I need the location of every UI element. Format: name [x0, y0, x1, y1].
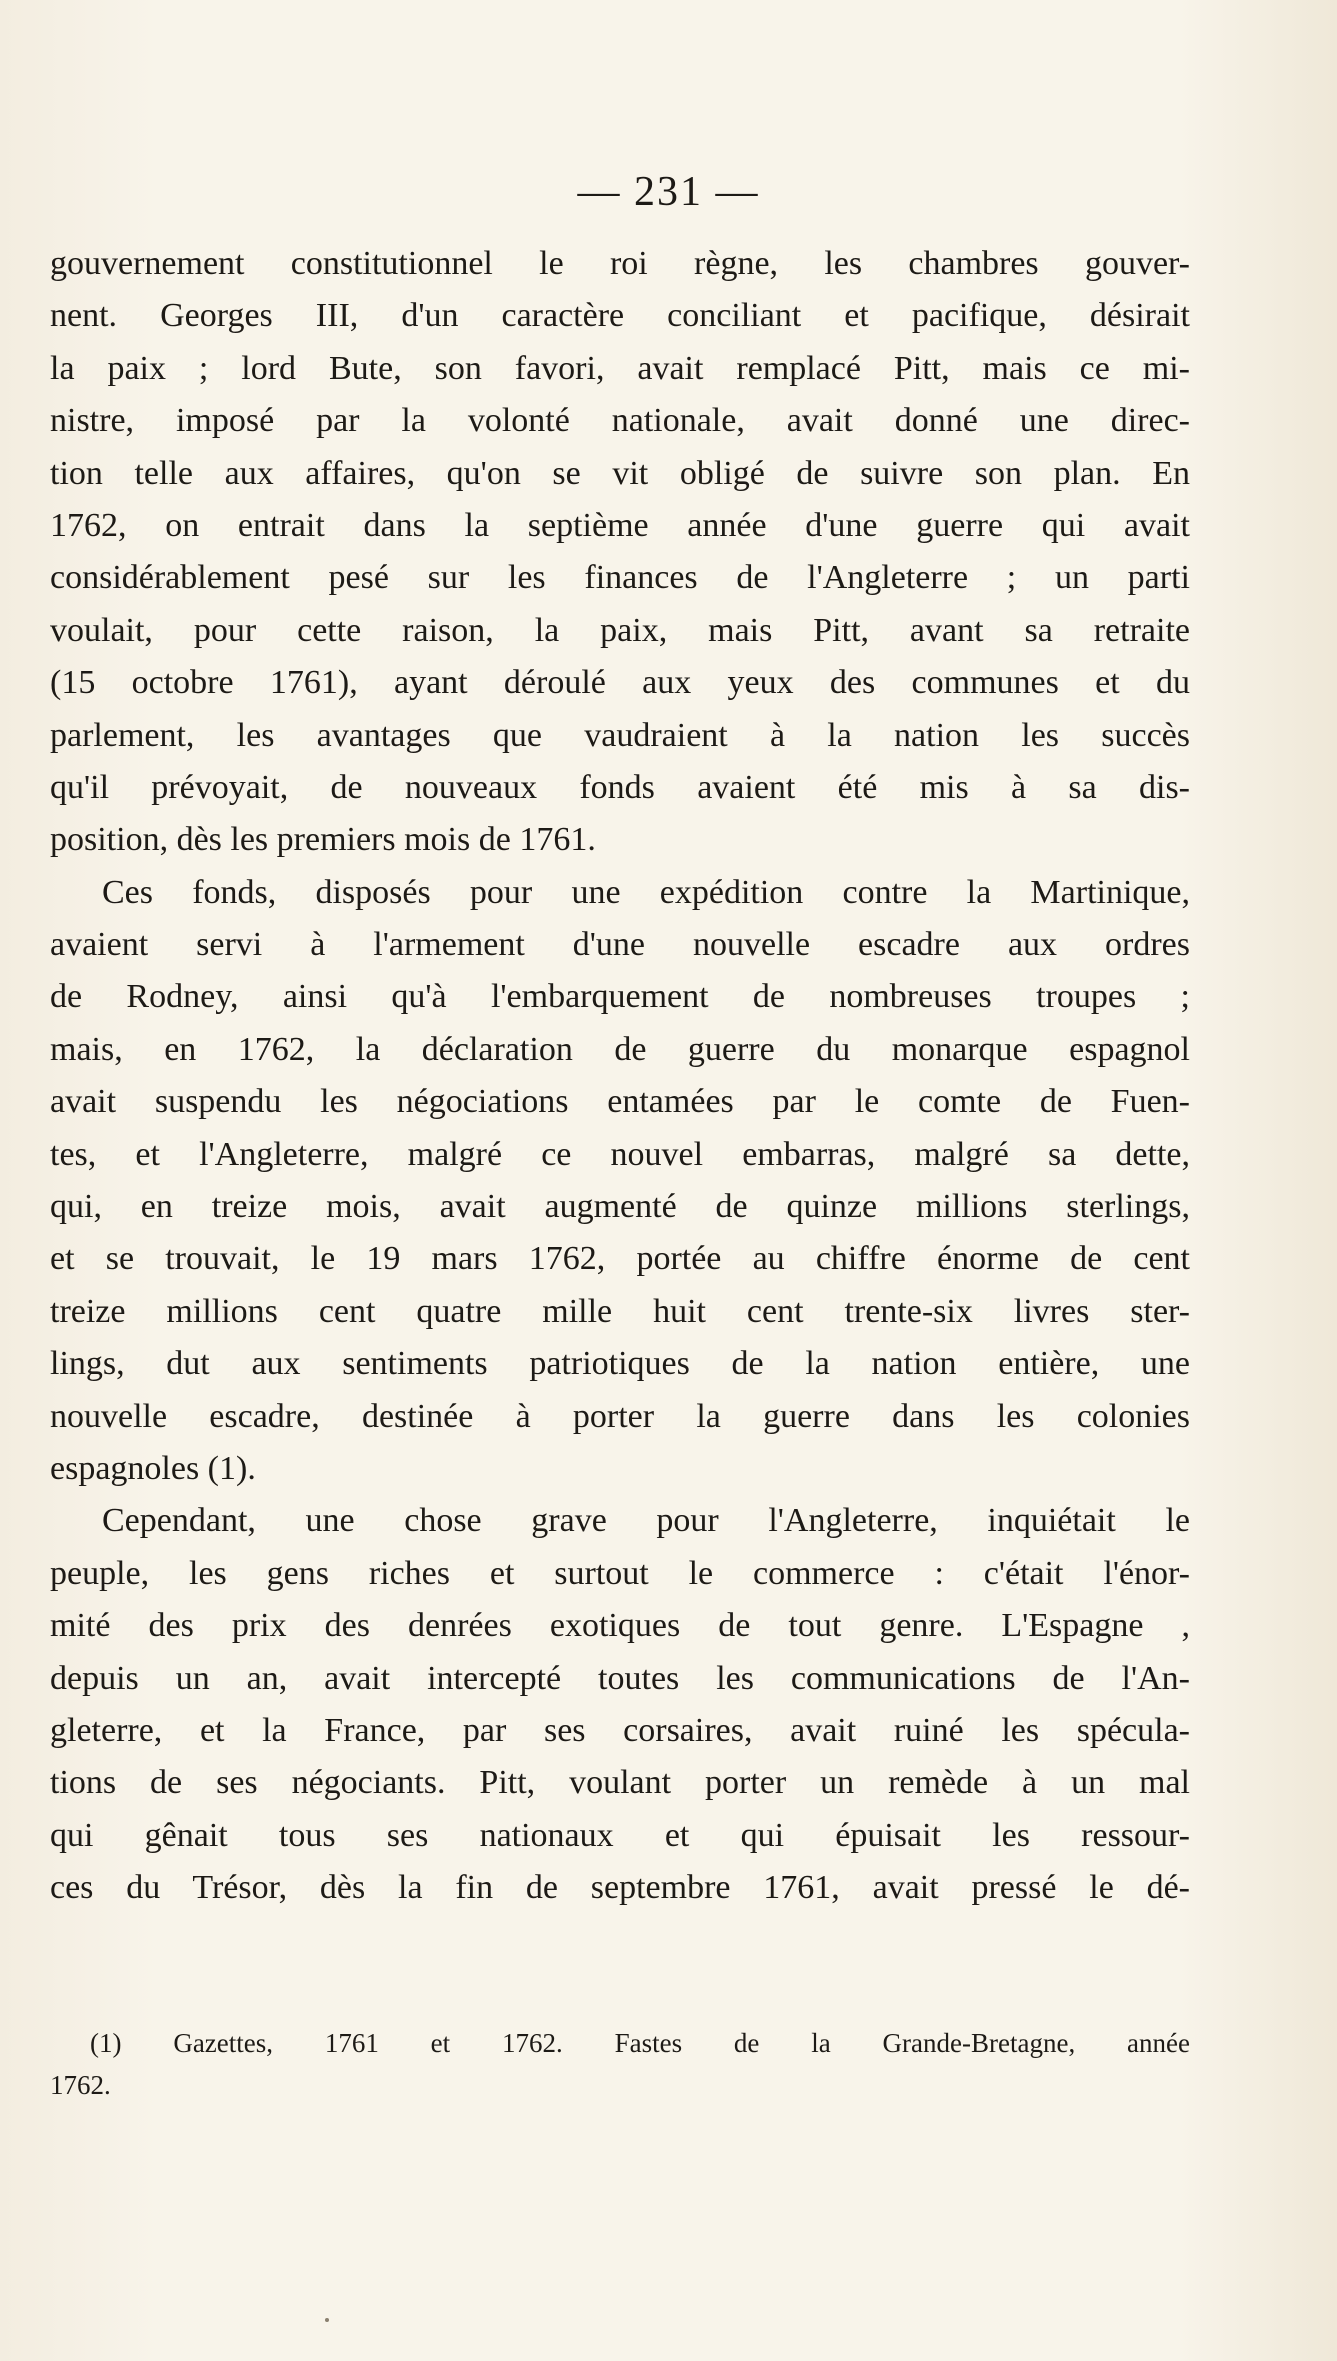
text-line: avaient servi à l'armement d'une nouvelle escadre aux ordres: [50, 926, 1190, 964]
page-number: — 231 —: [577, 169, 760, 215]
footnotes: [50, 2022, 1190, 2106]
paper-speck: [325, 2318, 329, 2322]
footnote-line: (1) Gazettes, 1761 et 1762. Fastes de la Grande-Bretagne, année: [90, 2028, 1190, 2058]
text-line: lings, dut aux sentiments patriotiques de la nation entière, une: [50, 1345, 1190, 1383]
text-line: considérablement pesé sur les finances de l'Angleterre ; un parti: [50, 559, 1190, 597]
text-line: avait suspendu les négociations entamées par le comte de Fuen-: [50, 1083, 1190, 1121]
text-line: parlement, les avantages que vaudraient à la nation les succès: [50, 716, 1190, 754]
text-line: (15 octobre 1761), ayant déroulé aux yeux des communes et du: [50, 664, 1190, 702]
body-text: [50, 238, 1190, 1915]
text-line: nouvelle escadre, destinée à porter la guerre dans les colonies: [50, 1397, 1190, 1435]
text-line: mité des prix des denrées exotiques de tout genre. L'Espagne ,: [50, 1607, 1190, 1645]
footnote-line: 1762.: [50, 2070, 111, 2100]
text-line: 1762, on entrait dans la septième année d'une guerre qui avait: [50, 506, 1190, 544]
text-line: voulait, pour cette raison, la paix, mais Pitt, avant sa retraite: [50, 611, 1190, 649]
text-line: et se trouvait, le 19 mars 1762, portée au chiffre énorme de cent: [50, 1240, 1190, 1278]
text-line: peuple, les gens riches et surtout le commerce : c'était l'énor-: [50, 1554, 1190, 1592]
text-line: depuis un an, avait intercepté toutes les communications de l'An-: [50, 1659, 1190, 1697]
text-line: treize millions cent quatre mille huit cent trente-six livres ster-: [50, 1292, 1190, 1330]
text-line: qui, en treize mois, avait augmenté de quinze millions sterlings,: [50, 1188, 1190, 1226]
text-line: nistre, imposé par la volonté nationale, avait donné une direc-: [50, 402, 1190, 440]
text-line: qui gênait tous ses nationaux et qui épuisait les ressour-: [50, 1816, 1190, 1854]
text-line: tions de ses négociants. Pitt, voulant porter un remède à un mal: [50, 1764, 1190, 1802]
text-line: la paix ; lord Bute, son favori, avait remplacé Pitt, mais ce mi-: [50, 349, 1190, 387]
text-line: Ces fonds, disposés pour une expédition contre la Martinique,: [102, 873, 1190, 911]
text-line: nent. Georges III, d'un caractère conciliant et pacifique, désirait: [50, 297, 1190, 335]
text-line: tion telle aux affaires, qu'on se vit obligé de suivre son plan. En: [50, 454, 1190, 492]
text-line: Cependant, une chose grave pour l'Angleterre, inquiétait le: [102, 1502, 1190, 1540]
text-line: mais, en 1762, la déclaration de guerre du monarque espagnol: [50, 1030, 1190, 1068]
text-line: gouvernement constitutionnel le roi règne, les chambres gouver-: [50, 245, 1190, 282]
text-line: espagnoles (1).: [50, 1449, 256, 1487]
text-line: de Rodney, ainsi qu'à l'embarquement de nombreuses troupes ;: [50, 978, 1190, 1016]
text-line: position, dès les premiers mois de 1761.: [50, 821, 596, 859]
text-line: gleterre, et la France, par ses corsaires, avait ruiné les spécula-: [50, 1711, 1190, 1749]
text-line: tes, et l'Angleterre, malgré ce nouvel embarras, malgré sa dette,: [50, 1135, 1190, 1173]
text-line: qu'il prévoyait, de nouveaux fonds avaient été mis à sa dis-: [50, 768, 1190, 806]
text-line: ces du Trésor, dès la fin de septembre 1761, avait pressé le dé-: [50, 1869, 1190, 1907]
